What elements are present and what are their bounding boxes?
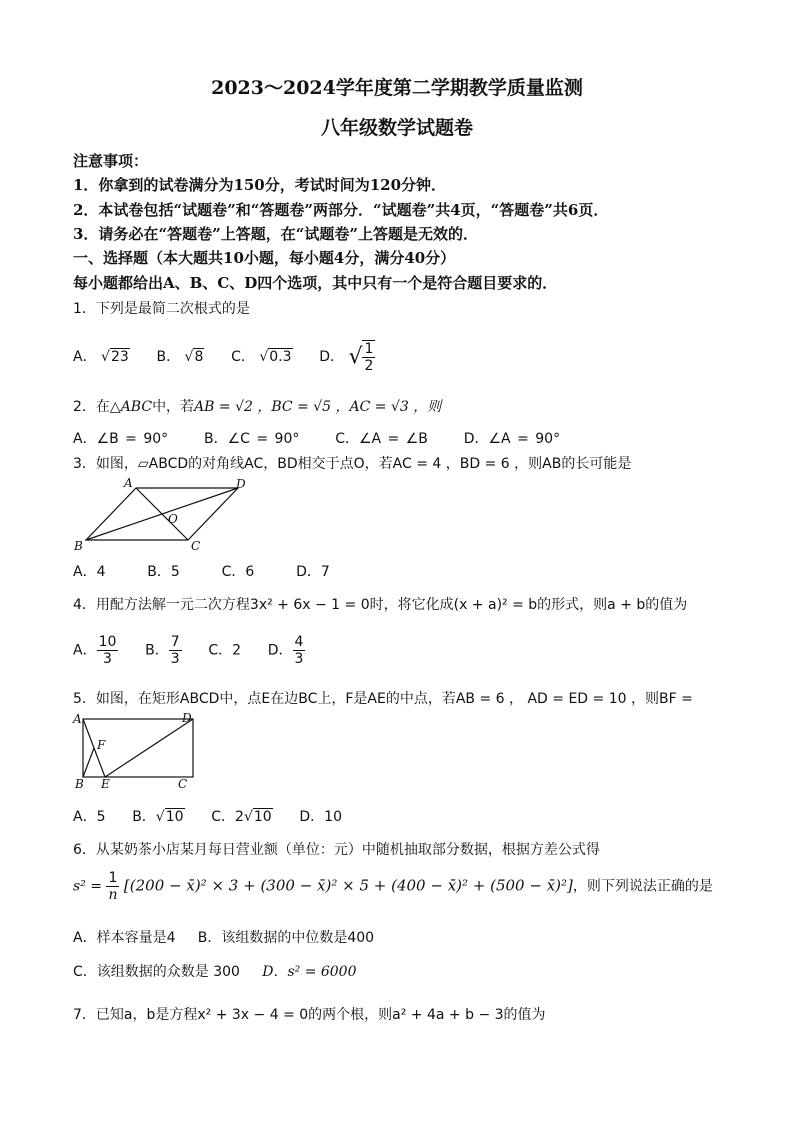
- notes-item-1: 1．你拿到的试卷满分为150分，考试时间为120分钟．: [73, 176, 447, 194]
- option-d-fraction: $\frac{1}{2}$: [364, 341, 374, 374]
- option-b-value: 10: [165, 809, 184, 825]
- section-heading: 一、选择题（本大题共10小题，每小题4分，满分40分）: [73, 249, 456, 267]
- question-5-options: A．5 B．√10 C．2√10 D．10: [73, 809, 342, 825]
- question-2-stem: 2．在△ABC中，若AB = √2 ，BC = √5 ，AC = √3 ，则: [73, 399, 442, 415]
- notes-item-3: 3．请务必在“答题卷”上答题，在“试题卷”上答题是无效的．: [73, 225, 478, 243]
- option-c: C．该组数据的众数是 300: [73, 964, 240, 980]
- option-c: C．2: [208, 642, 242, 659]
- option-c: C．∠A = ∠B: [335, 431, 428, 447]
- option-a: A．5: [73, 809, 106, 825]
- option-a-fraction: $\frac{10}{3}$: [98, 634, 117, 667]
- diagonal-bd: [86, 488, 238, 540]
- option-d-fraction: $\frac{4}{3}$: [294, 634, 304, 667]
- label-c: C: [178, 777, 188, 791]
- segment-bf: [83, 748, 94, 777]
- label-e: E: [101, 777, 110, 791]
- option-a: A．样本容量是4: [73, 930, 176, 946]
- option-c: C．6: [221, 564, 255, 580]
- option-d-label: D．: [267, 642, 293, 659]
- option-b: B．该组数据的中位数是400: [197, 930, 375, 946]
- label-o: O: [168, 512, 178, 526]
- option-a: A．4: [73, 564, 106, 580]
- parallelogram-figure: [70, 476, 260, 556]
- option-d: D．s² = 6000: [262, 964, 357, 980]
- option-c-value: 10: [253, 809, 272, 825]
- option-b-label: B．: [145, 642, 169, 659]
- rectangle-figure: [70, 710, 200, 792]
- question-6-options-row-1: [73, 927, 374, 947]
- option-b-label: B．: [156, 349, 181, 365]
- section-instruction: 每小题都给出A、B、C、D四个选项，其中只有一个是符合题目要求的．: [73, 274, 558, 292]
- formula-lhs: s² =: [73, 878, 102, 895]
- notes-heading: 注意事项：: [73, 152, 149, 170]
- option-b: B．∠C = 90°: [204, 431, 300, 447]
- question-3-options: [73, 561, 330, 581]
- option-a: A．∠B = 90°: [73, 431, 169, 447]
- exam-subtitle: 八年级数学试题卷: [320, 117, 473, 139]
- option-b-value: 8: [194, 349, 204, 365]
- question-4-options: [73, 634, 305, 667]
- formula-body: [(200 − x̄)² × 3 + (300 − x̄)² × 5 + (400 − x̄)² + (500 − x̄)²]: [123, 876, 573, 895]
- label-a: A: [73, 712, 82, 726]
- label-b: B: [74, 539, 83, 553]
- option-c-label: C．: [231, 349, 255, 365]
- notes-item-2: 2．本试卷包括“试题卷”和“答题卷”两部分．“试题卷”共4页，“答题卷”共6页．: [73, 201, 609, 219]
- question-1-stem: 1．下列是最简二次根式的是: [73, 301, 250, 317]
- label-b: B: [75, 777, 84, 791]
- question-2-options: [73, 428, 570, 448]
- label-d: D: [236, 477, 246, 491]
- label-a: A: [124, 476, 133, 490]
- option-d: D．7: [296, 564, 330, 580]
- question-6-stem: 6．从某奶茶小店某月每日营业额（单位：元）中随机抽取部分数据，根据方差公式得: [73, 842, 600, 858]
- question-5-stem: 5．如图，在矩形ABCD中，点E在边BC上，F是AE的中点，若AB = 6 ， AD = ED = 10 ，则BF =: [73, 691, 693, 707]
- formula-fraction: $\frac{1}{n}$: [108, 870, 118, 903]
- option-d: D．∠A = 90°: [463, 431, 561, 447]
- label-f: F: [97, 738, 106, 752]
- label-d: D: [182, 711, 192, 725]
- option-a-label: A．: [73, 642, 97, 659]
- label-c: C: [191, 539, 201, 553]
- formula-tail: ，则下列说法正确的是: [572, 878, 713, 895]
- segment-ed: [105, 719, 193, 777]
- option-d-label: D．: [319, 349, 344, 365]
- option-d: D．10: [299, 809, 342, 825]
- question-6-formula: [73, 870, 713, 903]
- option-c-label: C．2: [211, 809, 244, 825]
- option-b-label: B．: [132, 809, 156, 825]
- question-7-stem: 7．已知a，b是方程x² + 3x − 4 = 0的两个根，则a² + 4a + b − 3的值为: [73, 1007, 546, 1023]
- question-4-stem: 4．用配方法解一元二次方程3x² + 6x − 1 = 0时，将它化成(x + a)² = b的形式，则a + b的值为: [73, 597, 688, 613]
- question-3-stem: 3．如图，▱ABCD的对角线AC，BD相交于点O，若AC = 4 ，BD = 6 ，则AB的长可能是: [73, 456, 632, 472]
- option-a-label: A．: [73, 349, 97, 365]
- question-1-options: A． √23 B． √8 C． √0.3 D． √ $\frac{1}{2}$: [73, 341, 374, 374]
- exam-title: 2023～2024学年度第二学期教学质量监测: [211, 77, 583, 99]
- option-b-fraction: $\frac{7}{3}$: [170, 634, 180, 667]
- option-a-value: 23: [110, 349, 129, 365]
- question-6-options-row-2: [73, 961, 357, 981]
- option-b: B．5: [147, 564, 180, 580]
- option-c-value: 0.3: [269, 349, 292, 365]
